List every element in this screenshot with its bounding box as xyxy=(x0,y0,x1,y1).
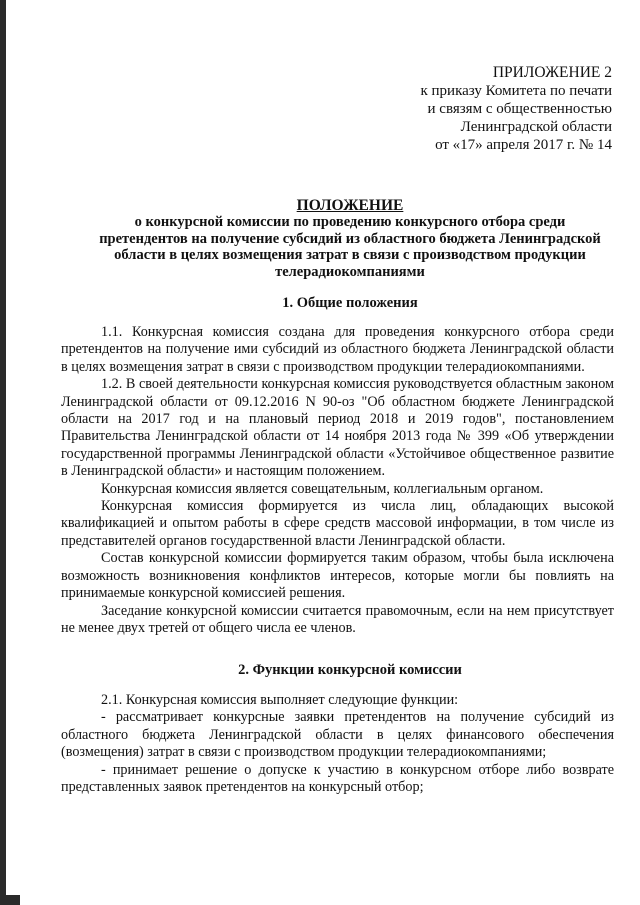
document-subtitle: о конкурсной комиссии по проведению конкурсного отбора среди претендентов на получение субсидий из областного бюджета Ленинградской области в целях возмещения затрат в связи с производством продукции телерадиокомпаниями xyxy=(99,214,601,280)
appendix-line: Ленинградской области xyxy=(460,119,612,135)
paragraph: - принимает решение о допуске к участию в конкурсном отборе либо возврате представленных заявок претендентов на конкурсный отбор; xyxy=(61,761,614,796)
paragraph: 1.1. Конкурсная комиссия создана для проведения конкурсного отбора среди претендентов на получение ими субсидий из областного бюджета Ленинградской области в целях возмещения затрат в связи с производством продукции телерадиокомпаниями. xyxy=(61,324,614,375)
paragraph: 2.1. Конкурсная комиссия выполняет следующие функции: xyxy=(101,692,459,708)
paragraph: 1.2. В своей деятельности конкурсная комиссия руководствуется областным законом Ленинградской области от 09.12.2016 N 90-оз "Об областном бюджете Ленинградской области на 2017 год и на плановый период 2018 и 2019 годов", постановлением Правительства Ленинградской области от 14 ноября 2013 года № 399 «Об утверждении государственной программы Ленинградской области «Устойчивое общественное развитие в Ленинградской области» и настоящим положением. xyxy=(61,376,614,480)
appendix-line: и связям с общественностью xyxy=(427,101,612,117)
appendix-title: ПРИЛОЖЕНИЕ 2 xyxy=(492,64,612,81)
scan-edge xyxy=(0,0,6,905)
paragraph: Состав конкурсной комиссии формируется таким образом, чтобы была исключена возможность возникновения конфликтов интересов, которые могли бы повлиять на принимаемые конкурсной комиссией решения. xyxy=(61,550,614,602)
document-title: ПОЛОЖЕНИЕ xyxy=(296,197,404,214)
appendix-line: к приказу Комитета по печати xyxy=(420,83,612,99)
section-2-body xyxy=(61,692,614,796)
scan-corner xyxy=(0,895,20,905)
paragraph: - рассматривает конкурсные заявки претендентов на получение субсидий из областного бюджета Ленинградской области в целях финансового обеспечения (возмещения) затрат в связи с производством продукции телерадиокомпаниями; xyxy=(61,709,614,761)
paragraph: Конкурсная комиссия формируется из числа лиц, обладающих высокой квалификацией и опытом работы в сфере средств массовой информации, в том числе из представителей органов государственной власти Ленинградской области. xyxy=(61,498,614,549)
section-1-body xyxy=(61,324,614,637)
appendix-date: от «17» апреля 2017 г. № 14 xyxy=(435,137,612,153)
paragraph: Конкурсная комиссия является совещательным, коллегиальным органом. xyxy=(101,480,544,497)
appendix-block xyxy=(420,64,612,154)
section-2-heading: 2. Функции конкурсной комиссии xyxy=(238,662,462,678)
paragraph: Заседание конкурсной комиссии считается правомочным, если на нем присутствует не менее двух третей от общего числа ее членов. xyxy=(61,602,614,636)
section-1-heading: 1. Общие положения xyxy=(282,295,418,311)
